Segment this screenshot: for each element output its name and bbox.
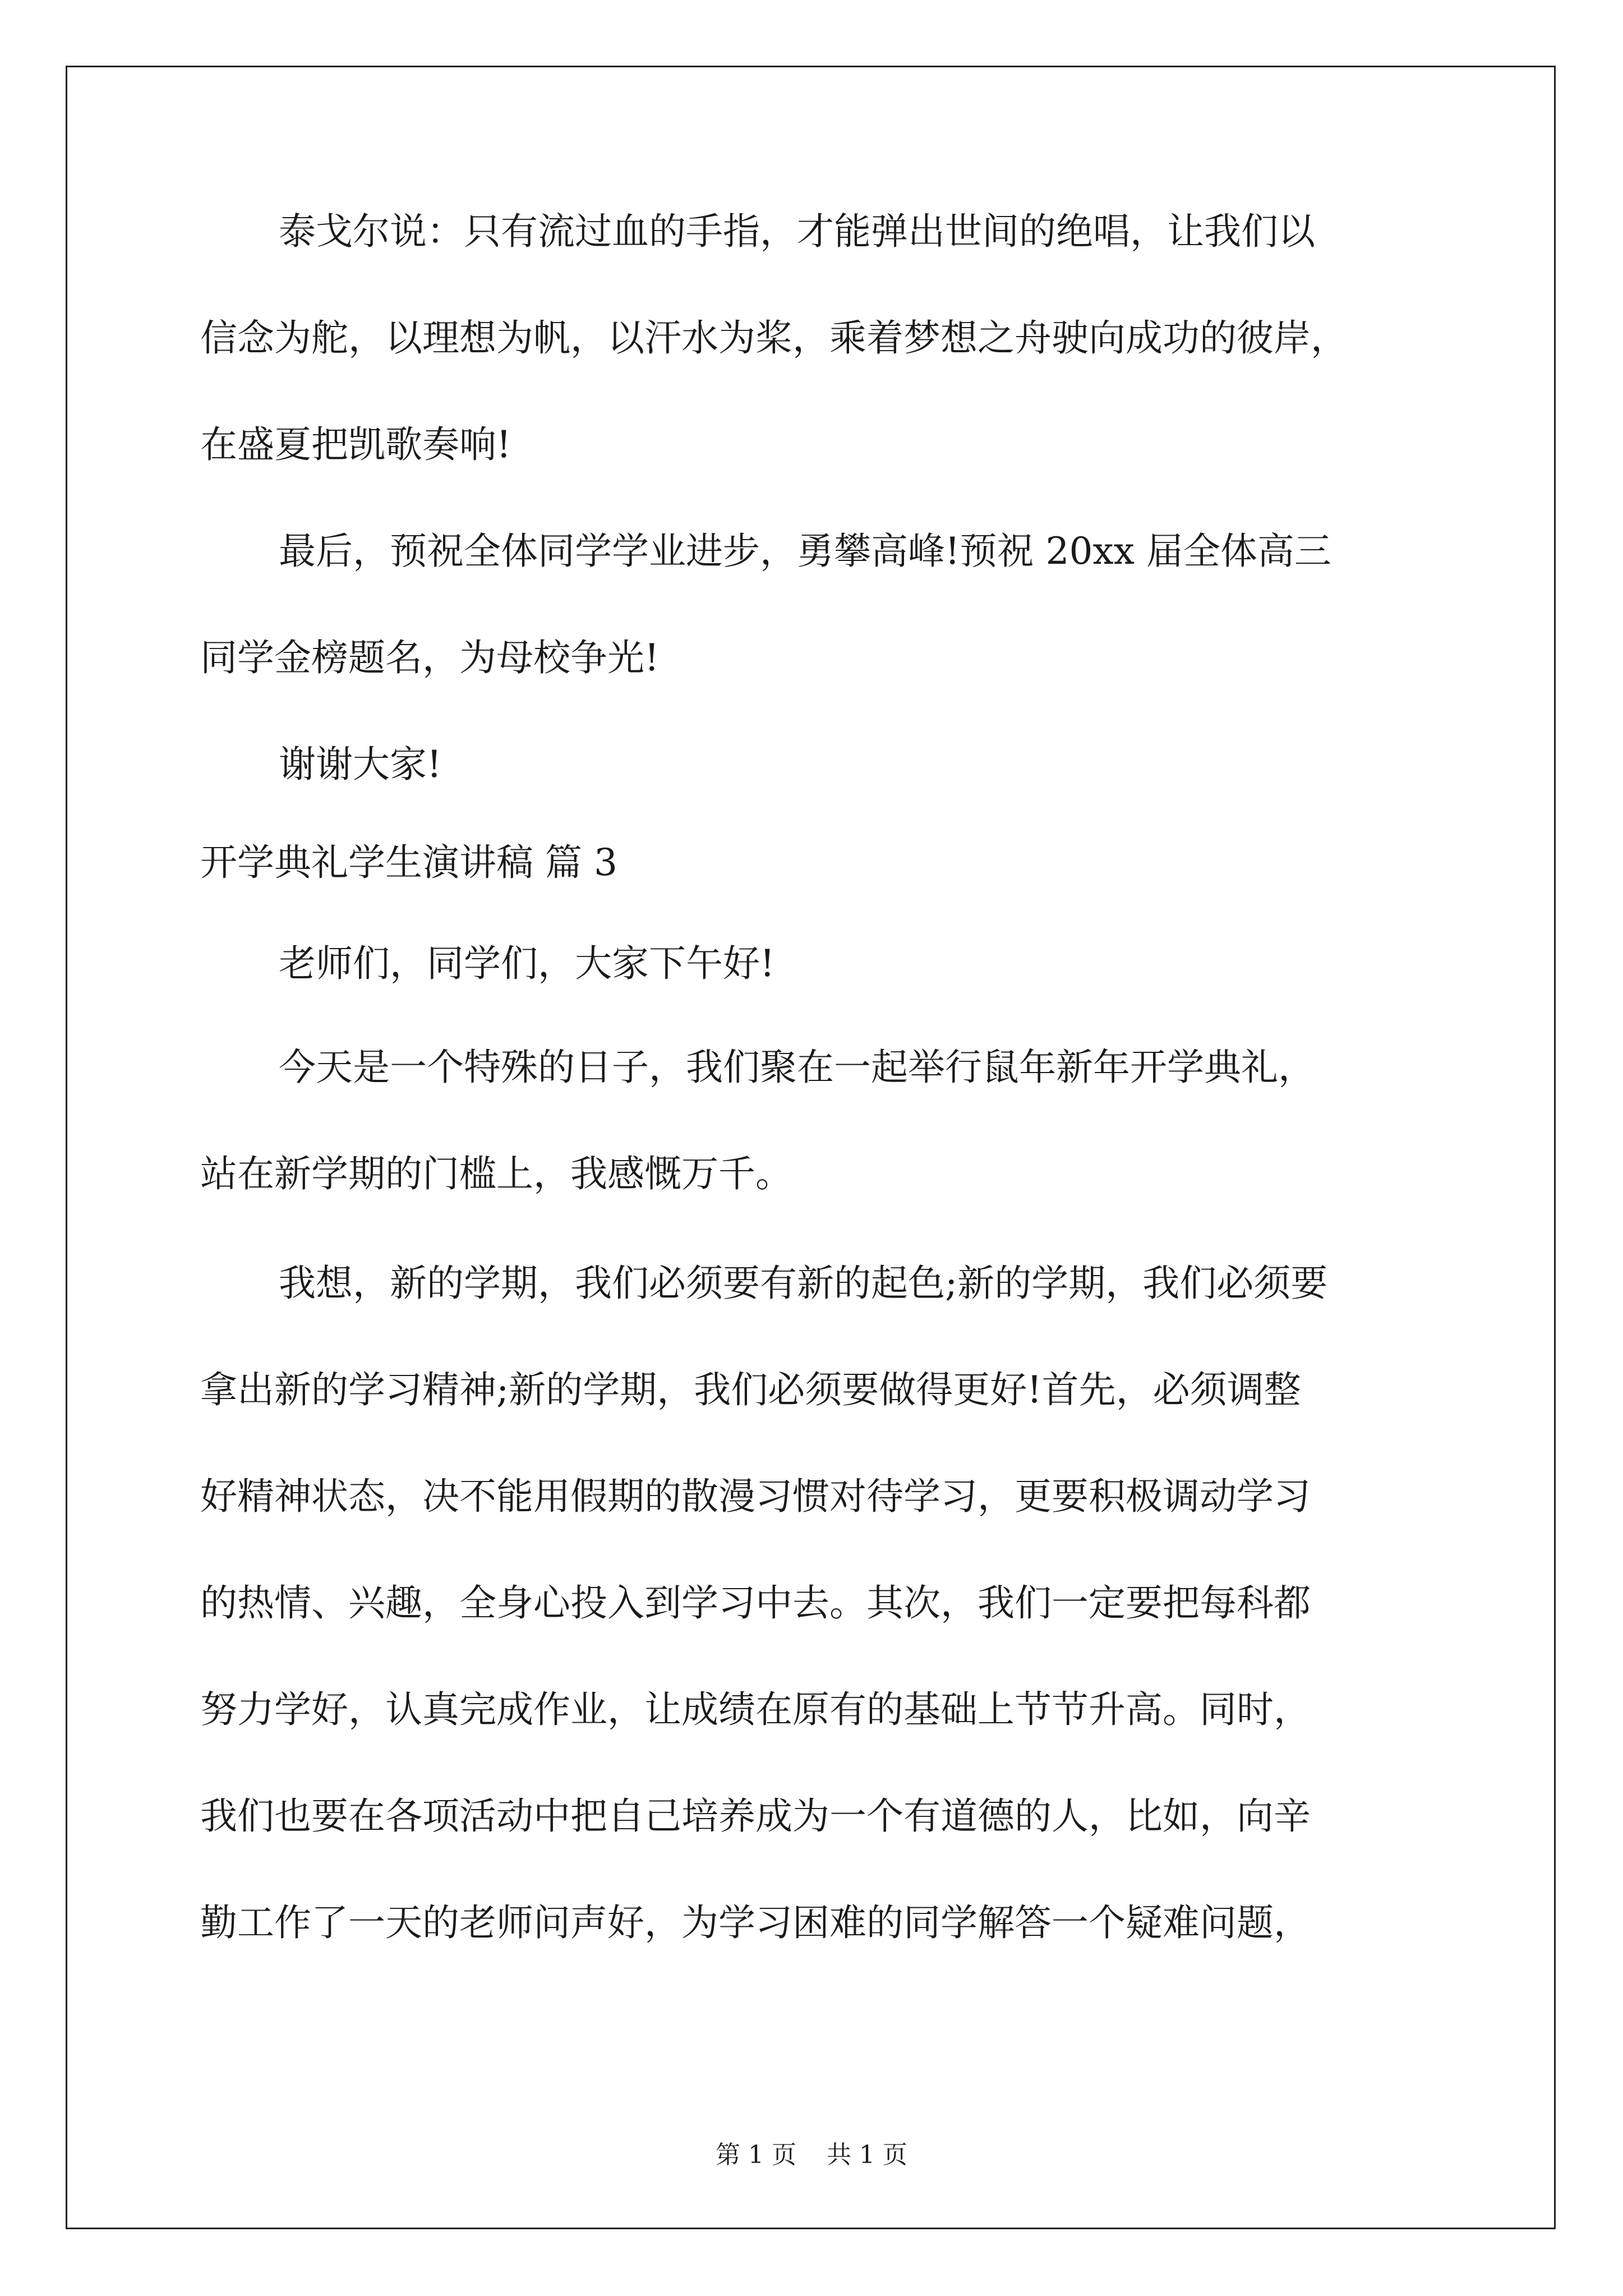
paragraph-line: 老师们，同学们，大家下午好! (279, 942, 775, 985)
paragraph-line: 同学金榜题名，为母校争光! (200, 636, 660, 679)
paragraph-line: 在盛夏把凯歌奏响! (200, 423, 511, 466)
paragraph-line: 我们也要在各项活动中把自己培养成为一个有道德的人，比如，向辛 (200, 1795, 1311, 1838)
section-title: 开学典礼学生演讲稿 篇 3 (200, 841, 617, 884)
page-total: 共 1 页 (827, 2141, 907, 2169)
paragraph-line: 勤工作了一天的老师问声好，为学习困难的同学解答一个疑难问题， (200, 1901, 1311, 1944)
paragraph-line: 今天是一个特殊的日子，我们聚在一起举行鼠年新年开学典礼， (279, 1046, 1315, 1089)
paragraph-line: 信念为舵，以理想为帆，以汗水为桨，乘着梦想之舟驶向成功的彼岸， (200, 316, 1348, 360)
paragraph-line: 我想，新的学期，我们必须要有新的起色;新的学期，我们必须要 (279, 1262, 1328, 1305)
paragraph-line: 最后，预祝全体同学学业进步，勇攀高峰!预祝 20xx 届全体高三 (279, 530, 1331, 573)
page-footer (0, 2134, 1623, 2170)
paragraph-line: 拿出新的学习精神;新的学期，我们必须要做得更好!首先，必须调整 (200, 1368, 1301, 1411)
paragraph-line: 泰戈尔说：只有流过血的手指，才能弹出世间的绝唱，让我们以 (279, 210, 1315, 253)
paragraph-line: 好精神状态，决不能用假期的散漫习惯对待学习，更要积极调动学习 (200, 1475, 1311, 1518)
page-number: 第 1 页 (716, 2141, 796, 2169)
paragraph-line: 努力学好，认真完成作业，让成绩在原有的基础上节节升高。同时， (200, 1688, 1311, 1731)
paragraph-line: 谢谢大家! (279, 743, 442, 786)
paragraph-line: 站在新学期的门槛上，我感慨万千。 (200, 1152, 792, 1195)
paragraph-line: 的热情、兴趣，全身心投入到学习中去。其次，我们一定要把每科都 (200, 1581, 1311, 1625)
